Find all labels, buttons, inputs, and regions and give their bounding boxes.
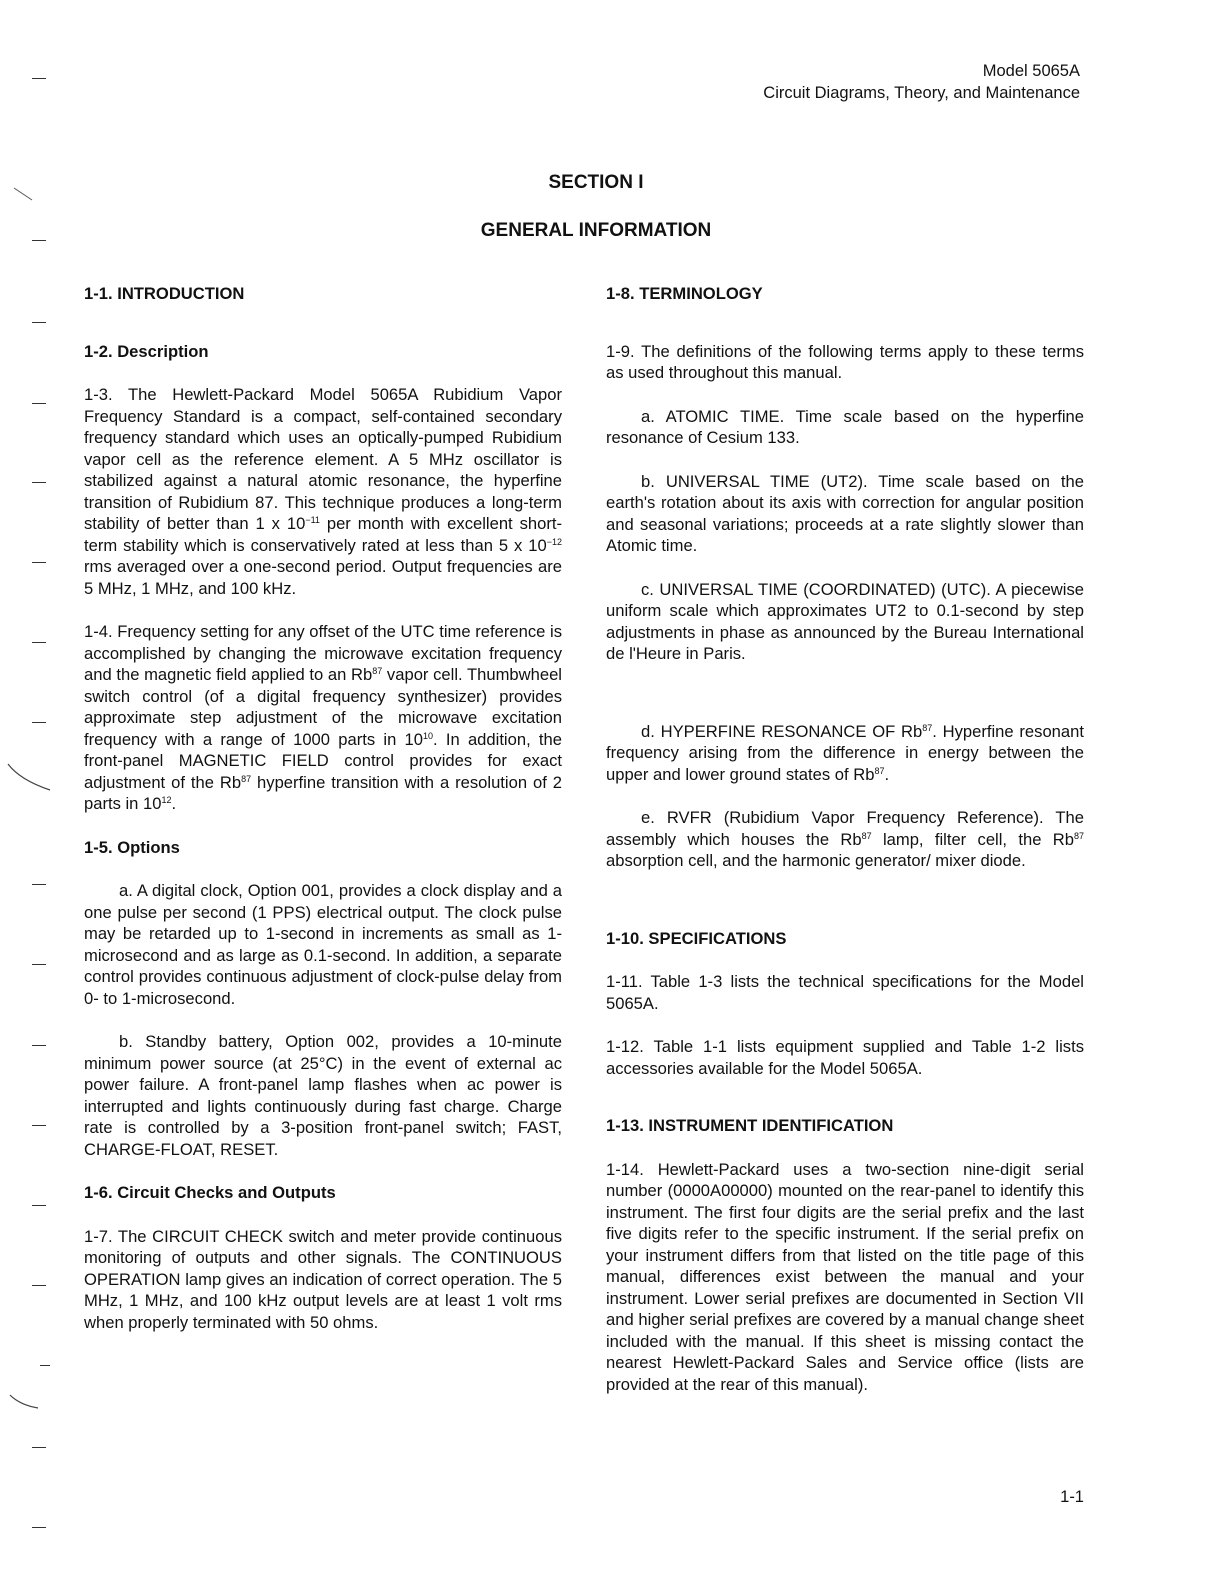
paragraph-1-4: 1-4. Frequency setting for any offset of the UTC time reference is accomplished by changing the microwave excitation frequency and the magnetic field applied to an Rb$^{87}$ vapor cell. Thumbwheel switch control (of a digital frequency synthesizer) provides approximate step adjustment of the microwave excitation frequency with a range of 1000 parts in $10^{10}$. In addition, the front-panel MAGNETIC FIELD control provides for exact adjustment of the Rb$^{87}$ hyperfine transition with a resolution of 2 parts in $10^{12}$. (84, 622, 562, 813)
right-column (606, 283, 1084, 1417)
paragraph-1-7: 1-7. The CIRCUIT CHECK switch and meter provide continuous monitoring of outputs and other signals. The CONTINUOUS OPERATION lamp gives an indication of correct operation. The 5 MHz, 1 MHz, and 100 kHz output levels are at least 1 volt rms when properly terminated with 50 ohms. (84, 1226, 562, 1332)
paragraph-1-9: 1-9. The definitions of the following terms apply to these terms as used throughout this manual. (606, 341, 1084, 382)
definition-hyperfine-resonance: d. HYPERFINE RESONANCE OF Rb$^{87}$. Hyperfine resonant frequency arising from the difference in energy between the upper and lower ground states of Rb$^{87}$. (606, 721, 1084, 784)
header-subtitle: Circuit Diagrams, Theory, and Maintenance (763, 84, 1080, 102)
heading-instrument-identification: 1-13. INSTRUMENT IDENTIFICATION (606, 1116, 894, 1135)
heading-options: 1-5. Options (84, 837, 180, 857)
paragraph-1-12: 1-12. Table 1-1 lists equipment supplied and Table 1-2 lists accessories available for the Model 5065A. (606, 1037, 1084, 1078)
heading-description: 1-2. Description (84, 341, 209, 361)
heading-circuit-checks: 1-6. Circuit Checks and Outputs (84, 1183, 336, 1202)
left-column (84, 283, 562, 1355)
section-number: SECTION I (548, 172, 644, 193)
section-title: GENERAL INFORMATION (480, 220, 712, 241)
heading-introduction: 1-1. INTRODUCTION (84, 284, 245, 303)
definition-utc: c. UNIVERSAL TIME (COORDINATED) (UTC). A piecewise uniform scale which approximates UT2 to 0.1-second by step adjustments in phase as announced by the Bureau International de l'Heure in Paris. (606, 579, 1084, 663)
heading-specifications: 1-10. SPECIFICATIONS (606, 928, 787, 948)
definition-universal-time-ut2: b. UNIVERSAL TIME (UT2). Time scale based on the earth's rotation about its axis with correction for angular position and seasonal variations; proceeds at a rate slightly slower than Atomic time. (606, 471, 1084, 555)
page-number: 1-1 (1060, 1488, 1084, 1506)
page-header (763, 60, 1080, 104)
header-model: Model 5065A (982, 62, 1080, 80)
paragraph-option-002: b. Standby battery, Option 002, provides a 10-minute minimum power source (at 25°C) in the event of external ac power failure. A front-panel lamp flashes when ac power is interrupted and lights continuously during fast charge. Charge rate is controlled by a 3-position front-panel switch; FAST, CHARGE-FLOAT, RESET. (84, 1032, 562, 1159)
paragraph-option-001: a. A digital clock, Option 001, provides a clock display and a one pulse per second (1 PPS) electrical output. The clock pulse may be retarded up to 1-second in increments as small as 1-microsecond and as large as 0.1-second. In addition, a separate control provides continuous adjustment of clock-pulse delay from 0- to 1-microsecond. (84, 881, 562, 1008)
definition-rvfr: e. RVFR (Rubidium Vapor Frequency Reference). The assembly which houses the Rb$^{87}$ lamp, filter cell, the Rb$^{87}$ absorption cell, and the harmonic generator/ mixer diode. (606, 808, 1084, 870)
paragraph-1-14: 1-14. Hewlett-Packard uses a two-section nine-digit serial number (0000A00000) mounted on the rear-panel to identify this instrument. The first four digits are the serial prefix and the last five digits refer to the specific instrument. If the serial prefix on your instrument differs from that listed on the title page of this manual, differences exist between the manual and your instrument. Lower serial prefixes are documented in Section VII and higher serial prefixes are covered by a manual change sheet included with the manual. If this sheet is missing contact the nearest Hewlett-Packard Sales and Service office (lists are provided at the rear of this manual). (606, 1159, 1084, 1394)
paragraph-1-3: 1-3. The Hewlett-Packard Model 5065A Rubidium Vapor Frequency Standard is a compact, self-contained secondary frequency standard which uses an optically-pumped Rubidium vapor cell as the reference element. A 5 MHz oscillator is stabilized against a natural atomic resonance, the hyperfine transition of Rubidium 87. This technique produces a long-term stability of better than 1 x $10^{-11}$ per month with excellent short-term stability which is conservatively rated at less than 5 x $10^{-12}$ rms averaged over a one-second period. Output frequencies are 5 MHz, 1 MHz, and 100 kHz. (84, 385, 562, 598)
definition-atomic-time: a. ATOMIC TIME. Time scale based on the hyperfine resonance of Cesium 133. (606, 406, 1084, 447)
heading-terminology: 1-8. TERMINOLOGY (606, 284, 763, 303)
paragraph-1-11: 1-11. Table 1-3 lists the technical specifications for the Model 5065A. (606, 972, 1084, 1013)
